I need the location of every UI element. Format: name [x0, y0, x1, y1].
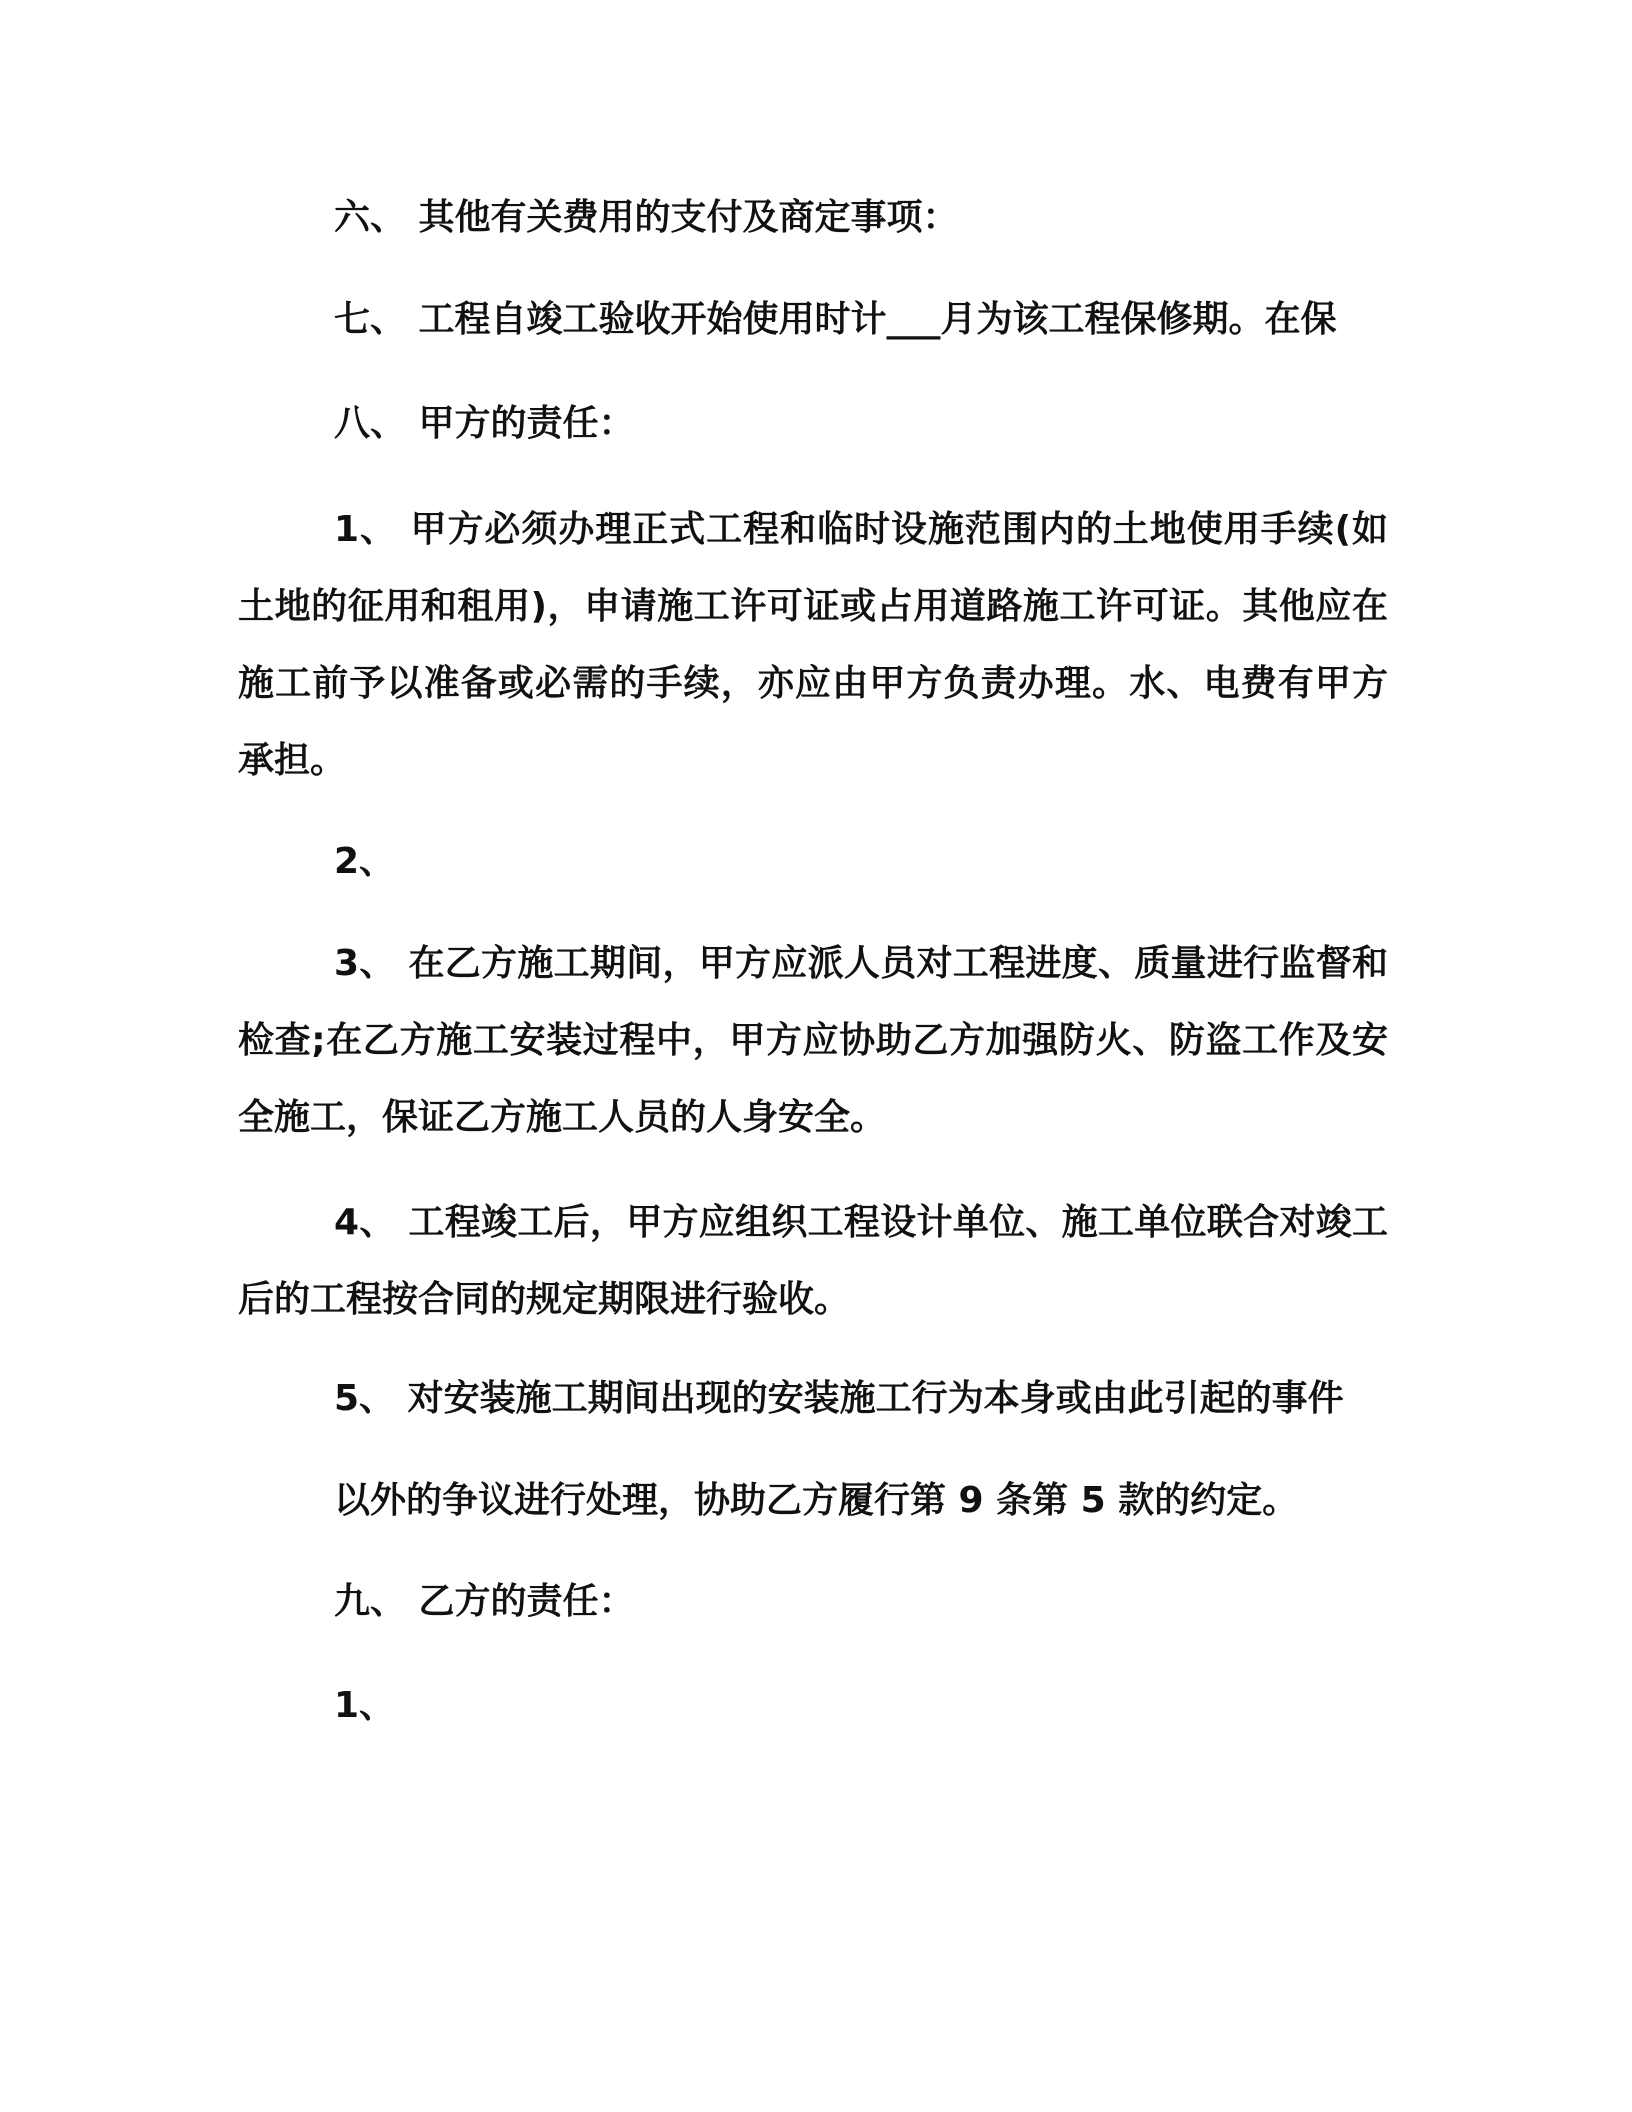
section-8-heading: 八、 甲方的责任： [334, 403, 635, 444]
section-7-text: 七、 工程自竣工验收开始使用时计___月为该工程保修期。在保 [334, 299, 1337, 340]
item-8-5-line-2: 以外的争议进行处理，协助乙方履行第 9 条第 5 款的约定。 [334, 1480, 1299, 1521]
item-8-3-paragraph: 3、 在乙方施工期间，甲方应派人员对工程进度、质量进行监督和检查;在乙方施工安装过程中，甲方应协助乙方加强防火、防盗工作及安全施工，保证乙方施工人员的人身安全。 [238, 943, 1388, 1138]
item-8-1-paragraph: 1、 甲方必须办理正式工程和临时设施范围内的土地使用手续(如土地的征用和租用)，申请施工许可证或占用道路施工许可证。其他应在施工前予以准备或必需的手续，亦应由甲方负责办理。水、电费有甲方承担。 [238, 509, 1388, 781]
section-9-heading: 九、 乙方的责任： [334, 1581, 635, 1622]
item-8-5-line-1: 5、 对安装施工期间出现的安装施工行为本身或由此引起的事件 [334, 1378, 1344, 1419]
section-6-heading: 六、 其他有关费用的支付及商定事项： [334, 197, 959, 238]
item-8-2-text: 2、 [334, 841, 396, 882]
item-9-1-text: 1、 [334, 1685, 396, 1726]
item-8-4-paragraph: 4、 工程竣工后，甲方应组织工程设计单位、施工单位联合对竣工后的工程按合同的规定期限进行验收。 [238, 1202, 1388, 1320]
